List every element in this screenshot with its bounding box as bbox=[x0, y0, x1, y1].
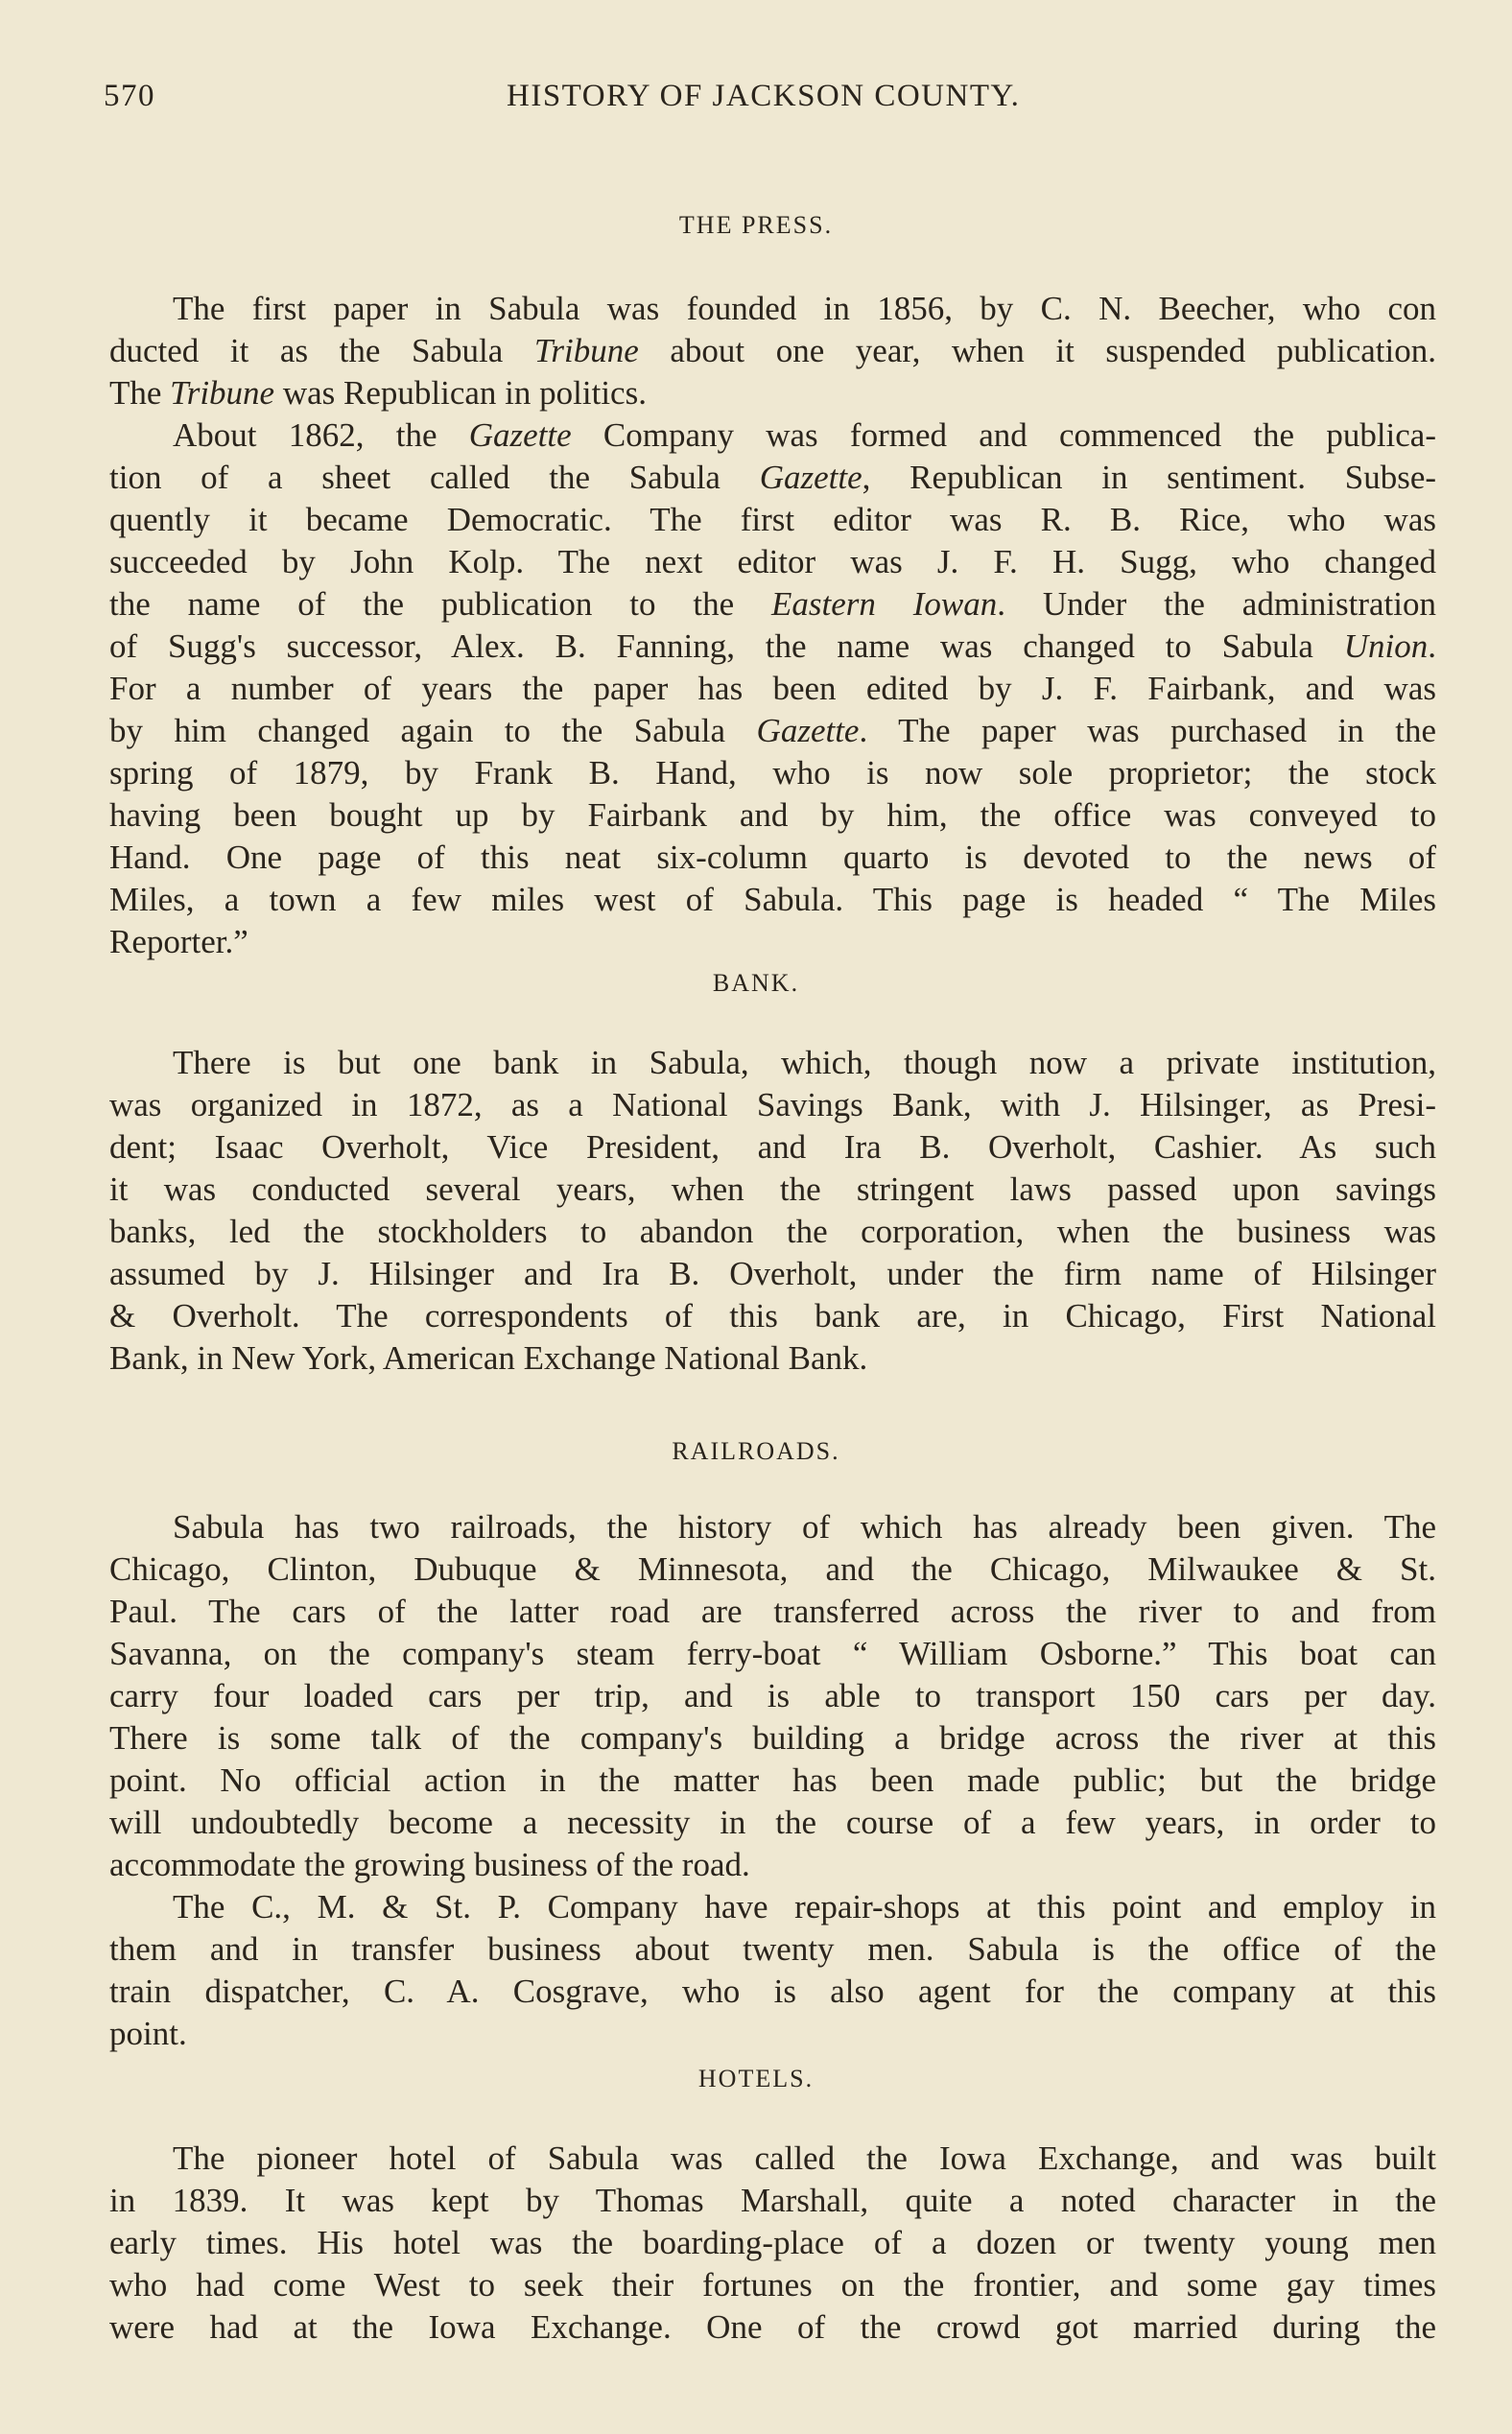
text-line: having been bought up by Fairbank and by him, the office was conveyed to bbox=[109, 796, 1436, 834]
text-line: succeeded by John Kolp. The next editor was J. F. H. Sugg, who changed bbox=[109, 543, 1436, 580]
text-line: were had at the Iowa Exchange. One of the crowd got married during the bbox=[109, 2308, 1436, 2346]
text-line: & Overholt. The correspondents of this bank are, in Chicago, First National bbox=[109, 1297, 1436, 1335]
text-line: Miles, a town a few miles west of Sabula. This page is headed “ The Miles bbox=[109, 881, 1436, 918]
text-line: The Tribune was Republican in politics. bbox=[109, 374, 647, 412]
text-line: Chicago, Clinton, Dubuque & Minnesota, and the Chicago, Milwaukee & St. bbox=[109, 1550, 1436, 1588]
text-line: accommodate the growing business of the road. bbox=[109, 1846, 750, 1883]
text-line: carry four loaded cars per trip, and is able to transport 150 cars per day. bbox=[109, 1677, 1436, 1714]
text-line: Savanna, on the company's steam ferry-boat “ William Osborne.” This boat can bbox=[109, 1635, 1436, 1672]
text-line: The C., M. & St. P. Company have repair-shops at this point and employ in bbox=[173, 1888, 1436, 1926]
text-line: of Sugg's successor, Alex. B. Fanning, the name was changed to Sabula Union. bbox=[109, 627, 1436, 665]
text-line: who had come West to seek their fortunes on the frontier, and some gay times bbox=[109, 2266, 1436, 2304]
text-line: in 1839. It was kept by Thomas Marshall, quite a noted character in the bbox=[109, 2182, 1436, 2219]
text-line: by him changed again to the Sabula Gazette. The paper was purchased in the bbox=[109, 712, 1436, 749]
text-line: ducted it as the Sabula Tribune about one year, when it suspended publication. bbox=[109, 332, 1437, 369]
running-head bbox=[104, 79, 1437, 127]
text-line: Bank, in New York, American Exchange National Bank. bbox=[109, 1339, 868, 1377]
text-line: early times. His hotel was the boarding-place of a dozen or twenty young men bbox=[109, 2224, 1436, 2261]
text-line: assumed by J. Hilsinger and Ira B. Overholt, under the firm name of Hilsinger bbox=[109, 1255, 1436, 1292]
text-line: About 1862, the Gazette Company was formed and commenced the publica- bbox=[173, 416, 1436, 454]
text-line: quently it became Democratic. The first editor was R. B. Rice, who was bbox=[109, 501, 1436, 538]
text-line: There is but one bank in Sabula, which, though now a private institution, bbox=[173, 1044, 1436, 1081]
text-line: them and in transfer business about twenty men. Sabula is the office of the bbox=[109, 1930, 1436, 1968]
section-heading-press: THE PRESS. bbox=[678, 211, 834, 239]
text-line: the name of the publication to the Eastern Iowan. Under the administration bbox=[109, 585, 1436, 623]
section-heading-hotels: HOTELS. bbox=[697, 2065, 815, 2092]
text-line: dent; Isaac Overholt, Vice President, and Ira B. Overholt, Cashier. As such bbox=[109, 1128, 1436, 1166]
text-line: tion of a sheet called the Sabula Gazette, Republican in sentiment. Subse- bbox=[109, 459, 1437, 496]
text-line: spring of 1879, by Frank B. Hand, who is now sole proprietor; the stock bbox=[109, 754, 1436, 792]
text-line: For a number of years the paper has been edited by J. F. Fairbank, and was bbox=[109, 670, 1436, 707]
text-line: Reporter.” bbox=[109, 923, 248, 960]
running-title: HISTORY OF JACKSON COUNTY. bbox=[507, 79, 1021, 113]
text-line: it was conducted several years, when the stringent laws passed upon savings bbox=[109, 1170, 1436, 1208]
text-line: banks, led the stockholders to abandon the corporation, when the business was bbox=[109, 1213, 1436, 1250]
text-line: will undoubtedly become a necessity in the course of a few years, in order to bbox=[109, 1804, 1436, 1841]
section-heading-bank: BANK. bbox=[712, 969, 800, 997]
text-line: The pioneer hotel of Sabula was called the Iowa Exchange, and was built bbox=[173, 2139, 1436, 2177]
section-heading-railroads: RAILROADS. bbox=[672, 1437, 840, 1465]
page-number: 570 bbox=[104, 79, 155, 113]
text-line: point. No official action in the matter has been made public; but the bridge bbox=[109, 1761, 1436, 1799]
text-line: was organized in 1872, as a National Savings Bank, with J. Hilsinger, as Presi- bbox=[109, 1086, 1436, 1123]
text-line: Sabula has two railroads, the history of which has already been given. The bbox=[173, 1508, 1436, 1546]
text-line: Hand. One page of this neat six-column quarto is devoted to the news of bbox=[109, 839, 1436, 876]
text-line: The first paper in Sabula was founded in 1856, by C. N. Beecher, who con bbox=[173, 290, 1436, 327]
text-line: There is some talk of the company's building a bridge across the river at this bbox=[109, 1719, 1436, 1757]
text-line: train dispatcher, C. A. Cosgrave, who is also agent for the company at this bbox=[109, 1973, 1436, 2010]
text-line: point. bbox=[109, 2015, 187, 2052]
text-line: Paul. The cars of the latter road are transferred across the river to and from bbox=[109, 1593, 1436, 1630]
